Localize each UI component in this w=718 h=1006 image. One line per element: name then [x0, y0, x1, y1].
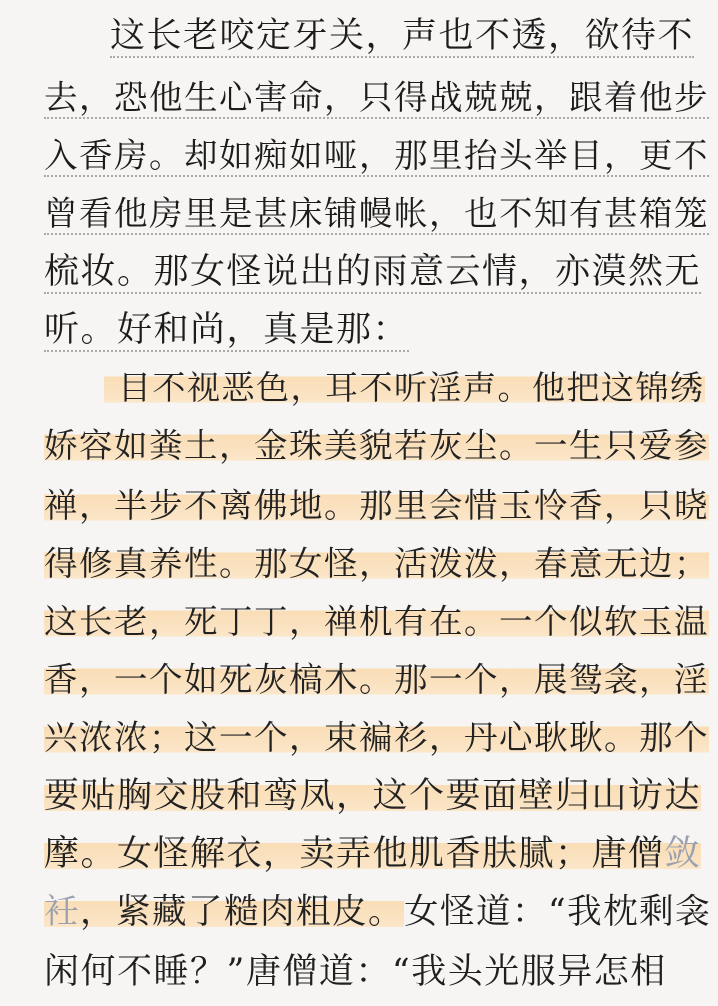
paragraph-2-line-1 — [104, 360, 705, 416]
paragraph-1-line-2 — [44, 70, 709, 126]
highlighted-text[interactable]: 目不视恶色，耳不听淫声。他把这锦绣 — [104, 368, 705, 407]
dotted-underline-text[interactable]: 曾看他房里是甚床铺幔帐，也不知有甚箱笼 — [44, 194, 709, 233]
paragraph-1-line-4 — [44, 186, 709, 242]
plain-text: 闲何不睡？”唐僧道：“我头光服异怎相 — [44, 952, 667, 992]
dotted-underline-text[interactable]: 去，恐他生心害命，只得战兢兢，跟着他步 — [44, 78, 709, 117]
highlighted-text[interactable]: 娇容如粪土，金珠美貌若灰尘。一生只爱参 — [44, 426, 709, 465]
paragraph-2-line-3 — [44, 478, 709, 534]
highlighted-text[interactable]: 兴浓浓；这一个，束褊衫，丹心耿耿。那个 — [44, 718, 709, 757]
paragraph-1-line-1 — [110, 8, 694, 64]
rare-character[interactable]: 衽 — [44, 892, 80, 932]
highlighted-text[interactable]: ，紧藏了糙肉粗皮。 — [80, 892, 404, 932]
paragraph-2-line-4 — [44, 536, 709, 592]
paragraph-2-line-2 — [44, 418, 709, 474]
dotted-underline-text[interactable]: 入香房。却如痴如哑，那里抬头举目，更不 — [44, 136, 709, 175]
paragraph-2-line-8 — [44, 768, 701, 824]
highlighted-text[interactable]: 得修真养性。那女怪，活泼泼，春意无边； — [44, 544, 709, 583]
paragraph-1-line-3 — [44, 128, 709, 184]
highlighted-text[interactable]: 要贴胸交股和鸾凤，这个要面壁归山访达 — [44, 776, 702, 816]
dotted-underline-text[interactable]: 这长老咬定牙关，声也不透，欲待不 — [110, 16, 695, 56]
highlighted-text[interactable]: 禅，半步不离佛地。那里会惜玉怜香，只晓 — [44, 486, 709, 525]
plain-text: 女怪道：“我枕剩衾 — [404, 892, 712, 932]
dotted-underline-text[interactable]: 梳妆。那女怪说出的雨意云情，亦漠然无 — [44, 252, 702, 292]
paragraph-2-line-11 — [44, 944, 667, 1000]
highlighted-text[interactable]: 摩。女怪解衣，卖弄他肌香肤腻；唐僧 — [44, 834, 665, 874]
highlighted-text[interactable]: 香，一个如死灰槁木。那一个，展鸳衾，淫 — [44, 660, 709, 699]
highlighted-text[interactable]: 这长老，死丁丁，禅机有在。一个似软玉温 — [44, 602, 709, 641]
paragraph-1-line-6 — [44, 302, 409, 358]
paragraph-2-line-7 — [44, 710, 709, 766]
paragraph-2-line-5 — [44, 594, 709, 650]
paragraph-1-line-5 — [44, 244, 701, 300]
rare-character[interactable]: 敛 — [664, 834, 702, 874]
paragraph-2-line-10 — [44, 884, 711, 940]
paragraph-2-line-9 — [44, 826, 701, 882]
paragraph-2-line-6 — [44, 652, 709, 708]
dotted-underline-text[interactable]: 听。好和尚，真是那： — [44, 310, 410, 350]
